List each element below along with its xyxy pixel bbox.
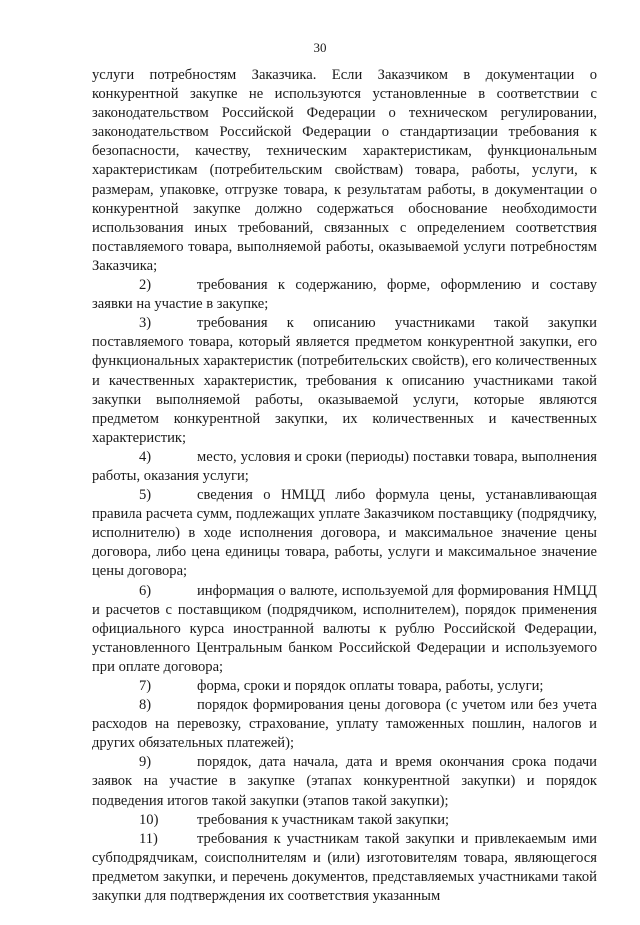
item-text: требования к содержанию, форме, оформлению и составу заявки на участие в закупке;: [92, 277, 597, 313]
list-item-8: [92, 696, 597, 753]
item-number: 2): [139, 277, 152, 294]
item-text: место, условия и сроки (периоды) поставки товара, выполнения работы, оказания услуги;: [92, 448, 597, 484]
item-number: 5): [139, 487, 152, 504]
item-text: требования к участникам такой закупки и привлекаемым ими субподрядчикам, соисполнителям и (или) изготовителям товара, являющегося предметом закупки, и перечень документов, представляемых участниками такой закупки для подтверждения их соответствия указанным: [92, 830, 597, 905]
list-item-3: [92, 314, 597, 448]
item-text: требования к описанию участниками такой закупки поставляемого товара, который является предметом конкурентной закупки, его функциональных характеристик (потребительских свойств), его количественных и качественных характеристик, требования к описанию участниками такой закупки выполняемой работы, оказываемой услуги, которые являются предметом конкурентной закупки, их количественных и качественных характеристик;: [92, 315, 597, 446]
item-number: 8): [139, 697, 152, 714]
item-text: порядок, дата начала, дата и время окончания срока подачи заявок на участие в закупке (этапах конкурентной закупки) и порядок подведения итогов такой закупки (этапов такой закупки);: [92, 754, 597, 809]
item-number: 7): [139, 678, 152, 694]
list-item-5: [92, 486, 597, 581]
item-text: сведения о НМЦД либо формула цены, устанавливающая правила расчета сумм, подлежащих уплате Заказчиком поставщику (подрядчику, исполнителю) в ходе исполнения договора, и максимальное значение цены договора, либо цена единицы товара, работы, услуги и максимальное значение цены договора;: [92, 487, 597, 580]
list-item-4: [92, 448, 597, 486]
page-number: 30: [313, 40, 327, 55]
list-item-2: [92, 276, 597, 314]
list-item-9: [92, 753, 597, 810]
list-item-10: [92, 811, 597, 830]
item-number: 6): [139, 582, 152, 599]
list-item-7: [92, 677, 597, 696]
item-text: порядок формирования цены договора (с учетом или без учета расходов на перевозку, страхование, уплату таможенных пошлин, налогов и других обязательных платежей);: [92, 697, 597, 752]
item-text: требования к участникам такой закупки;: [197, 811, 450, 828]
item-number: 9): [139, 754, 152, 771]
item-number: 4): [139, 448, 152, 465]
item-number: 3): [139, 315, 152, 332]
list-item-6: [92, 582, 597, 677]
list-item-11: [92, 830, 597, 906]
item-number: 11): [139, 830, 158, 847]
intro-paragraph: услуги потребностям Заказчика. Если Заказчиком в документации о конкурентной закупке не используются установленные в соответствии с законодательством Российской Федерации о техническом регулировании, законодательством Российской Федерации о стандартизации требования к безопасности, качеству, техническим характеристикам, функциональным характеристикам (потребительским свойствам) товара, работы, услуги, к размерам, упаковке, отгрузке товара, к результатам работы, в документации о конкурентной закупке должно содержаться обоснование необходимости использования иных требований, связанных с определением соответствия поставляемого товара, выполняемой работы, оказываемой услуги потребностям Заказчика;: [92, 67, 597, 274]
list-item-12: [92, 906, 597, 925]
document-body: [92, 66, 597, 925]
item-number: 10): [139, 811, 159, 828]
item-text: форма, сроки и порядок оплаты товара, работы, услуги;: [197, 678, 544, 694]
item-text: информация о валюте, используемой для формирования НМЦД и расчетов с поставщиком (подрядчиком, исполнителем), порядок применения официального курса иностранной валюты к рублю Российской Федерации, установленного Центральным банком Российской Федерации и используемого при оплате договора;: [92, 582, 597, 675]
